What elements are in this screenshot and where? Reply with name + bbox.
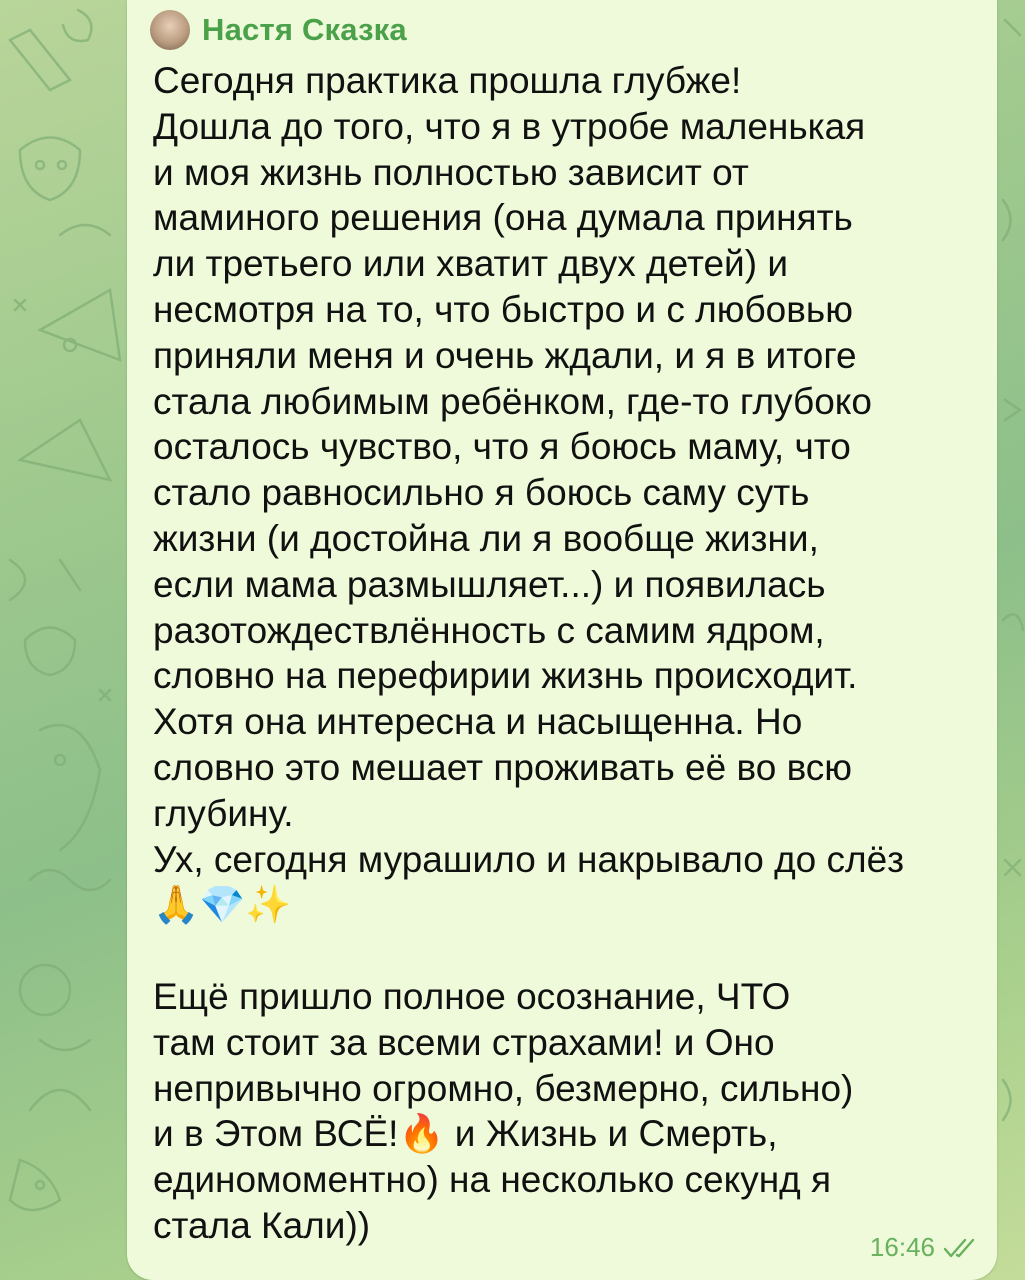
double-check-icon	[943, 1237, 979, 1259]
user-avatar[interactable]	[150, 10, 190, 50]
sender-name[interactable]: Настя Сказка	[202, 12, 407, 47]
message-footer	[870, 1232, 979, 1263]
message-time: 16:46	[869, 1232, 935, 1262]
message-text: Сегодня практика прошла глубже! Дошла до того, что я в утробе маленькая и моя жизнь полностью зависит от маминого решения (она думала принять ли третьего или хватит двух детей) и несмотря на то, что быстро и с любовью приняли меня и очень ждали, и я в итоге стала любимым ребёнком, где-то глубоко осталось чувство, что я боюсь маму, что стало равносильно я боюсь саму суть жизни (и достойна ли я вообще жизни, если мама размышляет...) и появилась разотождествлённость с самим ядром, словно на перефирии жизнь происходит. Хотя она интересна и насыщенна. Но словно это мешает проживать её во всю глубину. Ух, сегодня мурашило и накрывало до слёз 🙏💎✨ Ещё пришло полное осознание, ЧТО там стоит за всеми страхами! и Оно непривычно огромно, безмерно, сильно) и в Этом ВСЁ!🔥 и Жизнь и Смерть, единомоментно) на несколько секунд я стала Кали))	[153, 60, 905, 1246]
message-sender	[150, 10, 407, 50]
